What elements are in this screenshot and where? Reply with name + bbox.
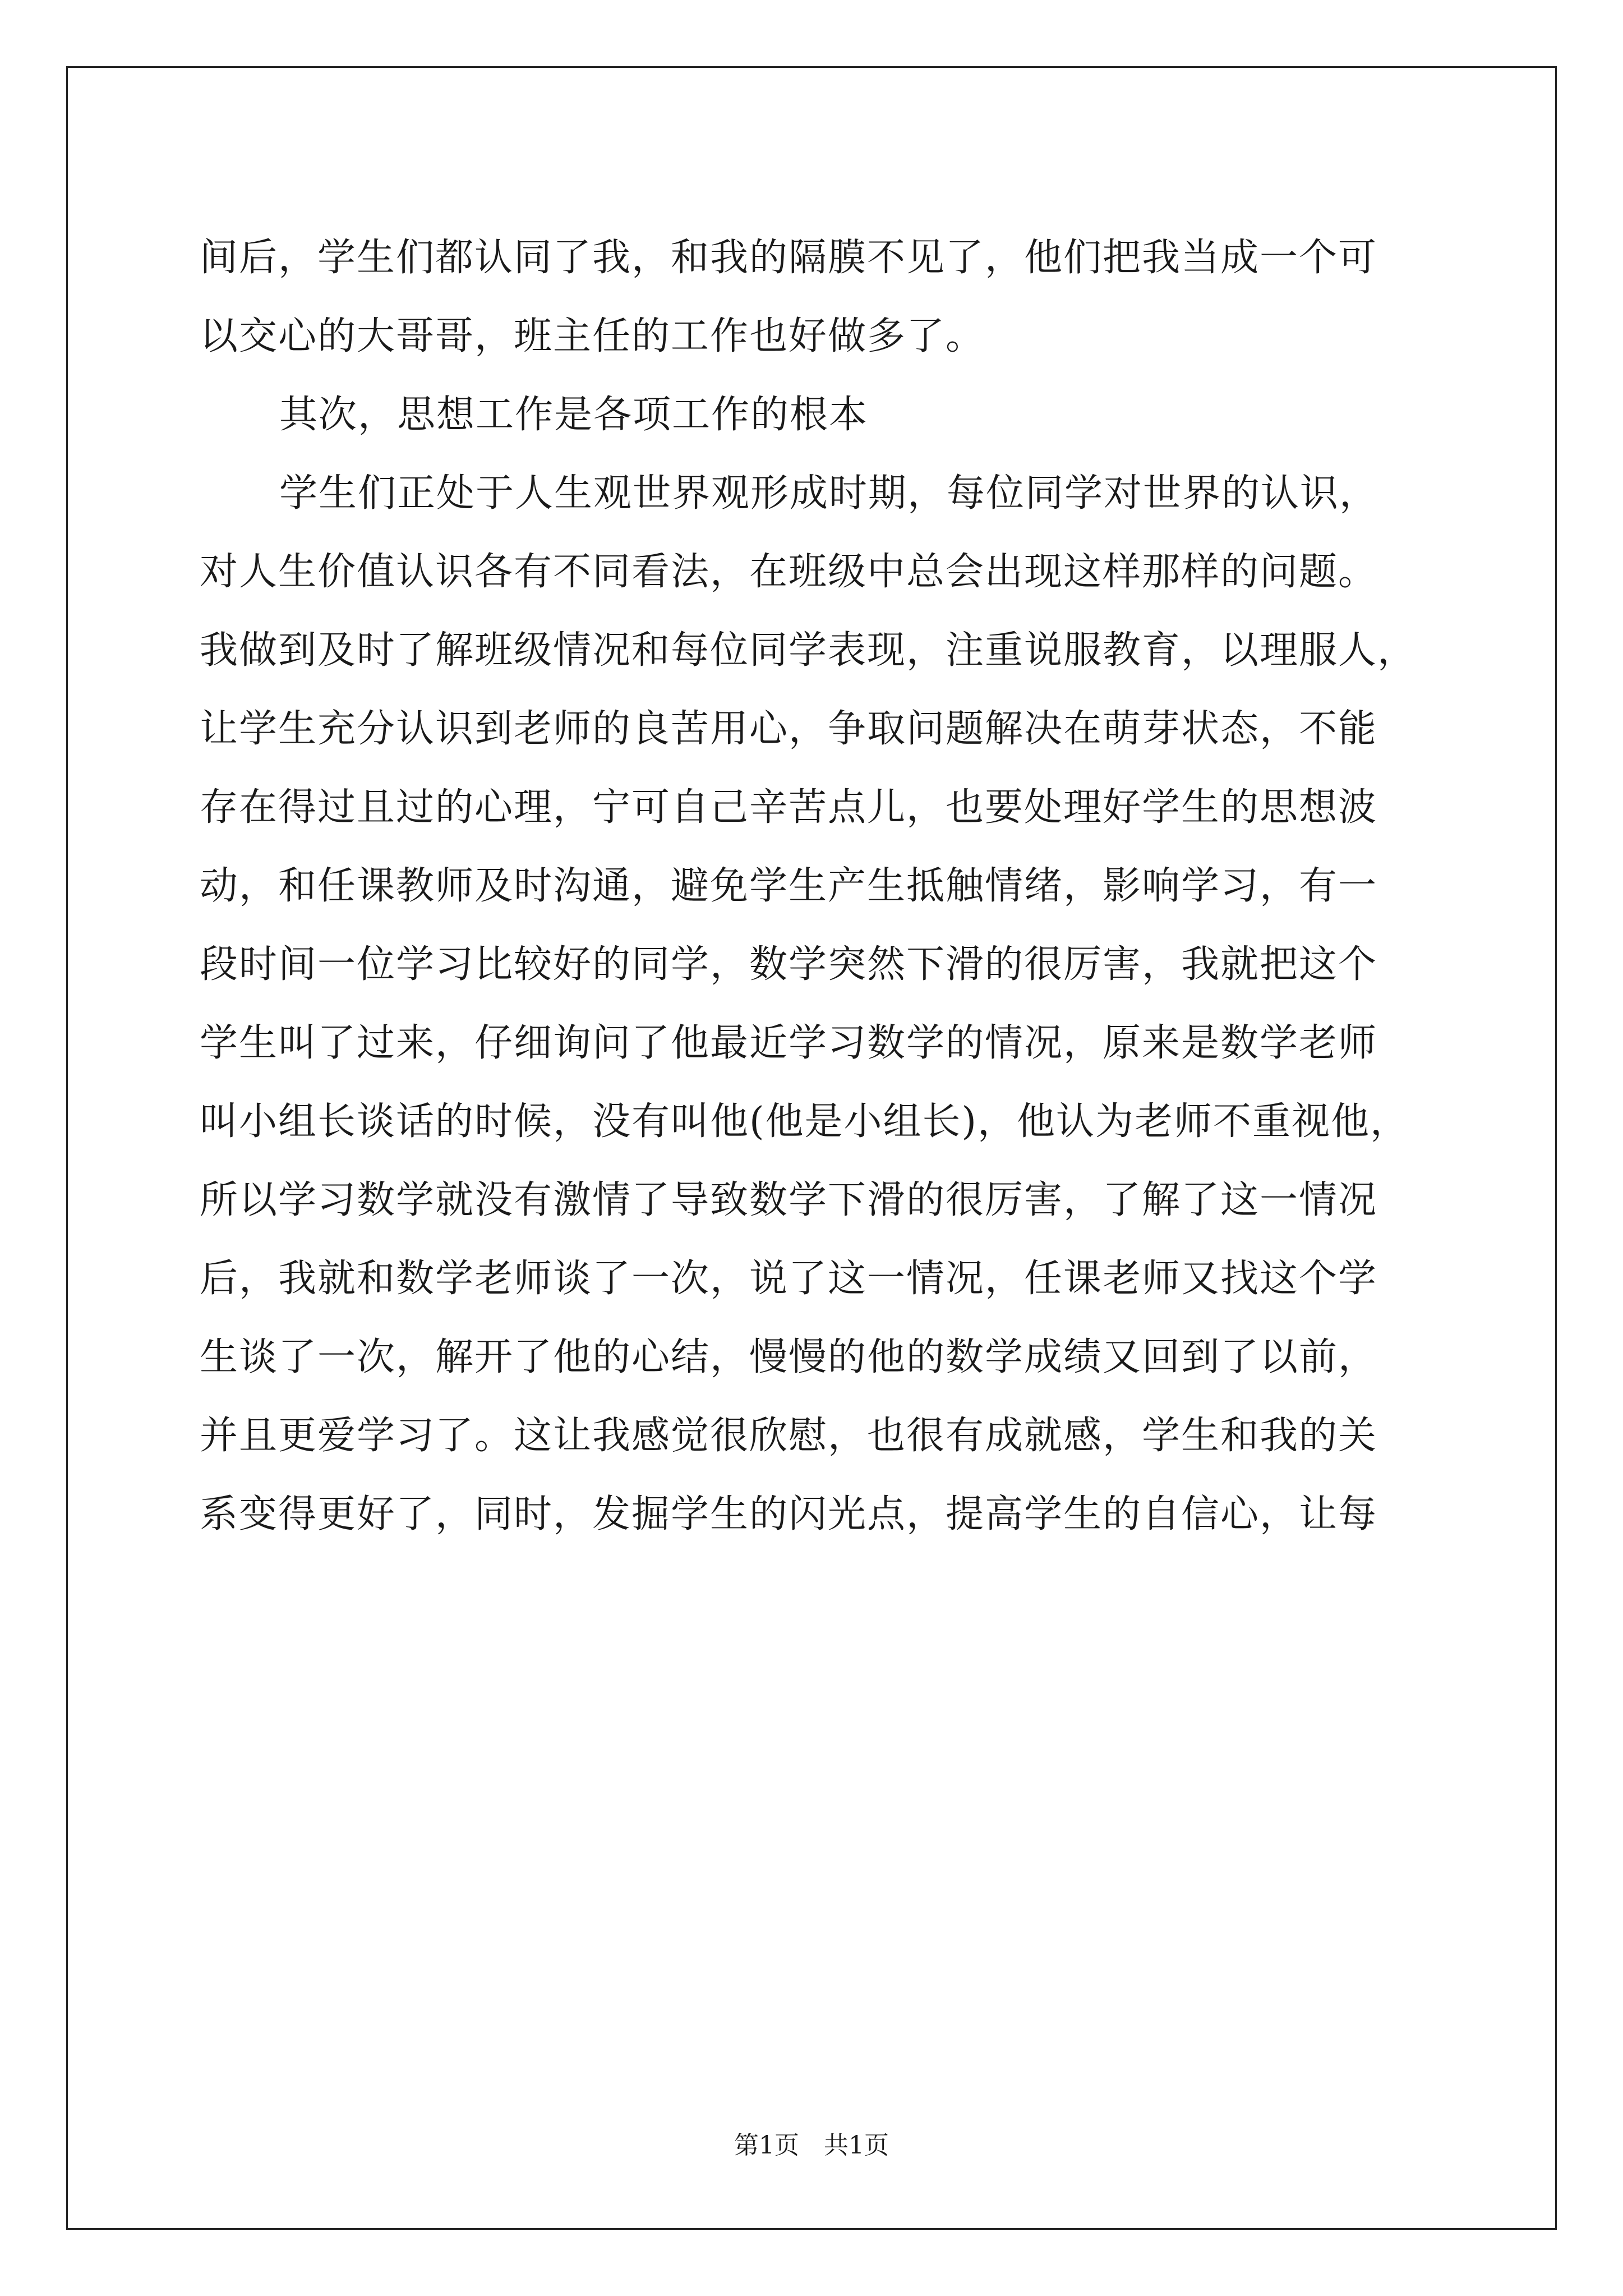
text-line: 以交心的大哥哥，班主任的工作也好做多了。 [200,314,985,358]
section-heading: 其次，思想工作是各项工作的根本 [279,393,869,437]
text-line: 并且更爱学习了。这让我感觉很欣慰，也很有成就感，学生和我的关 [200,1414,1378,1458]
text-line: 系变得更好了，同时，发掘学生的闪光点，提高学生的自信心，让每 [200,1492,1378,1536]
text-line: 存在得过且过的心理，宁可自己辛苦点儿，也要处理好学生的思想波 [200,785,1378,830]
text-line: 间后，学生们都认同了我，和我的隔膜不见了，他们把我当成一个可 [200,236,1378,280]
text-line: 生谈了一次，解开了他的心结，慢慢的他的数学成绩又回到了以前， [200,1335,1378,1379]
text-line: 我做到及时了解班级情况和每位同学表现，注重说服教育，以理服人， [200,628,1417,673]
document-body [200,219,1467,1554]
text-line: 学生叫了过来，仔细询问了他最近学习数学的情况，原来是数学老师 [200,1021,1378,1065]
page-footer: 第1页 共1页 [734,2131,889,2160]
text-line: 动，和任课教师及时沟通，避免学生产生抵触情绪，影响学习，有一 [200,864,1378,908]
text-line: 所以学习数学就没有激情了导致数学下滑的很厉害，了解了这一情况 [200,1178,1378,1222]
text-line: 后，我就和数学老师谈了一次，说了这一情况，任课老师又找这个学 [200,1257,1378,1301]
text-line: 叫小组长谈话的时候，没有叫他(他是小组长)，他认为老师不重视他， [200,1099,1410,1144]
text-line: 学生们正处于人生观世界观形成时期，每位同学对世界的认识， [279,471,1379,516]
text-line: 让学生充分认识到老师的良苦用心，争取问题解决在萌芽状态，不能 [200,707,1378,751]
text-line: 段时间一位学习比较好的同学，数学突然下滑的很厉害，我就把这个 [200,942,1378,987]
text-line: 对人生价值认识各有不同看法，在班级中总会出现这样那样的问题。 [200,550,1378,594]
